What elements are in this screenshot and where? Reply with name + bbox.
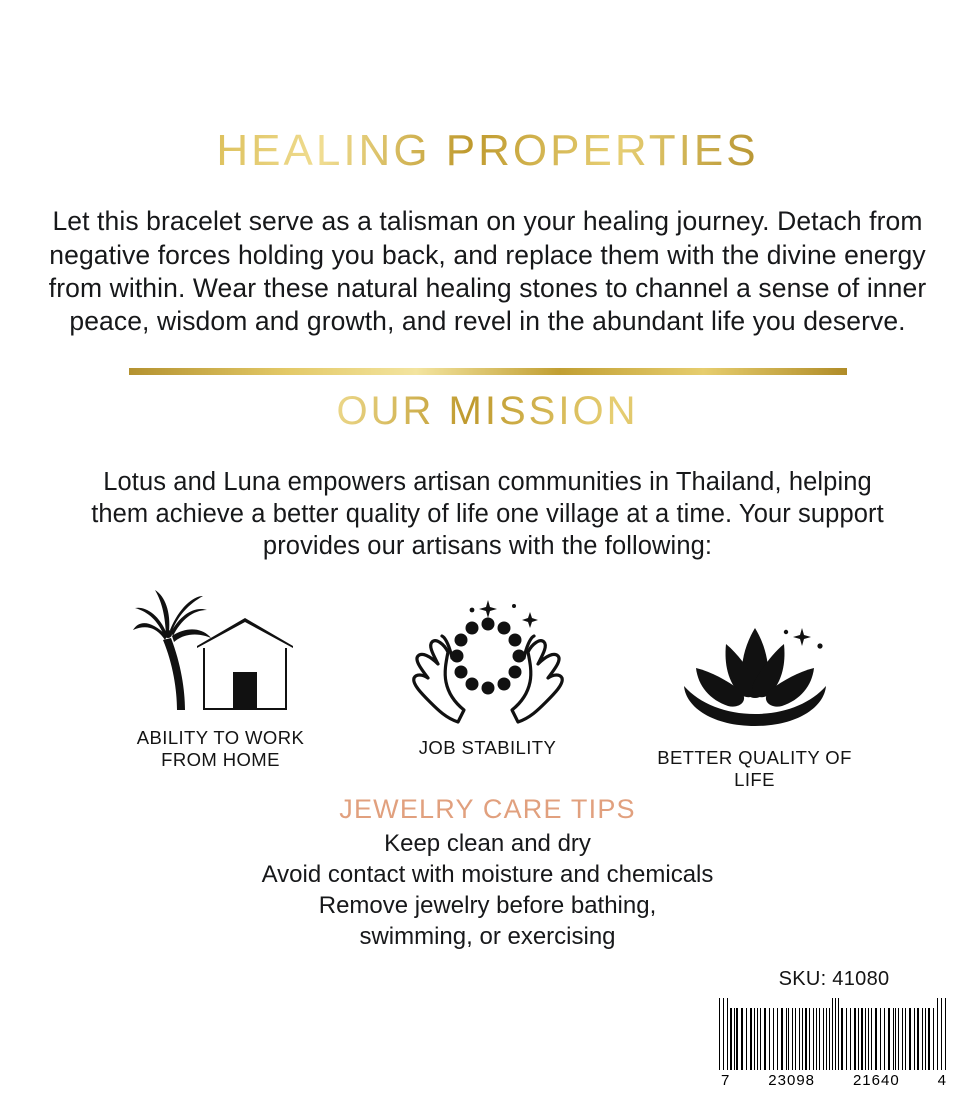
- product-identification: [719, 968, 949, 1089]
- hands-holding-bracelet-icon: [408, 593, 568, 728]
- benefit-job-stability: [380, 593, 595, 759]
- barcode-digit-group-2: 21640: [852, 1072, 900, 1089]
- jewelry-care-tips-title: JEWELRY CARE TIPS: [339, 794, 636, 825]
- sku-label: SKU: 41080: [778, 968, 890, 990]
- benefit-caption: JOB STABILITY: [418, 736, 557, 758]
- barcode-digit-right: 4: [937, 1072, 947, 1089]
- healing-properties-body: Let this bracelet serve as a talisman on your healing journey. Detach from negative forces holding you back, and replace them with the divine energy from within. Wear these natural healing stones to channel a sense of inner peace, wisdom and growth, and revel in the abundant life you deserve.: [48, 206, 927, 336]
- gold-divider: [129, 368, 847, 375]
- care-line: Keep clean and dry: [384, 830, 591, 858]
- benefit-better-quality-of-life: [647, 603, 862, 791]
- benefit-caption: ABILITY TO WORK FROM HOME: [136, 726, 305, 770]
- our-mission-body: Lotus and Luna empowers artisan communities in Thailand, helping them achieve a better quality of life one village at a time. Your support provides our artisans with the following:: [91, 468, 884, 560]
- care-line: Avoid contact with moisture and chemicals: [261, 861, 714, 889]
- product-insert-card: [0, 126, 975, 1101]
- barcode-digit-group-1: 23098: [768, 1072, 816, 1089]
- palm-tree-house-icon: [133, 583, 309, 718]
- jewelry-care-tips-list: [30, 829, 945, 952]
- barcode-digit-left: 7: [721, 1072, 731, 1089]
- care-line: swimming, or exercising: [359, 922, 616, 950]
- barcode-digits: [719, 1072, 949, 1089]
- our-mission-title: OUR MISSION: [30, 389, 945, 434]
- lotus-flower-icon: [670, 603, 840, 738]
- healing-properties-title: HEALING PROPERTIES: [30, 126, 945, 176]
- care-line: Remove jewelry before bathing,: [318, 891, 657, 919]
- benefit-caption: BETTER QUALITY OF LIFE: [657, 746, 852, 790]
- benefits-row: [30, 589, 945, 790]
- benefit-ability-to-work-from-home: [113, 583, 328, 771]
- barcode: [719, 998, 949, 1070]
